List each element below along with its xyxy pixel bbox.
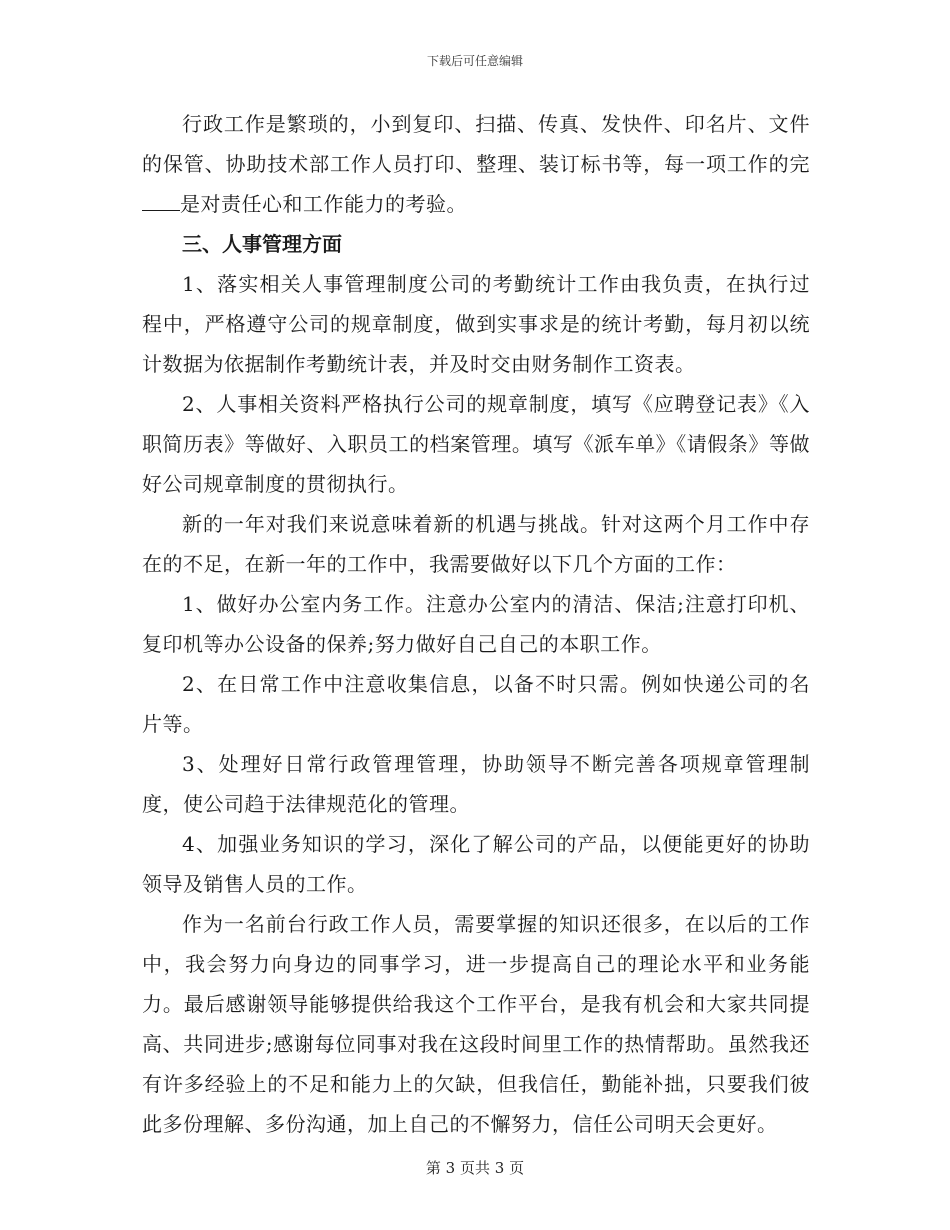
paragraph-admin-work (142, 104, 810, 224)
blank-underline (142, 190, 180, 211)
paragraph-plan-2: 2、在日常工作中注意收集信息，以备不时只需。例如快递公司的名片等。 (142, 672, 810, 736)
paragraph-hr-2: 2、人事相关资料严格执行公司的规章制度，填写《应聘登记表》《入职简历表》等做好、入职员工的档案管理。填写《派车单》《请假条》等做好公司规章制度的贯彻执行。 (142, 392, 810, 496)
paragraph-plan-1: 1、做好办公室内务工作。注意办公室内的清洁、保洁;注意打印机、复印机等办公设备的保养;努力做好自己自己的本职工作。 (142, 592, 810, 656)
page-header: 下载后可任意编辑 (426, 54, 523, 68)
paragraph-conclusion: 作为一名前台行政工作人员，需要掌握的知识还很多，在以后的工作中，我会努力向身边的同事学习，进一步提高自己的理论水平和业务能力。最后感谢领导能够提供给我这个工作平台，是我有机会和大家共同提高、共同进步;感谢每位同事对我在这段时间里工作的热情帮助。虽然我还有许多经验上的不足和能力上的欠缺，但我信任，勤能补拙，只要我们彼此多份理解、多份沟通，加上自己的不懈努力，信任公司明天会更好。 (142, 912, 810, 1136)
paragraph-plan-3: 3、处理好日常行政管理管理，协助领导不断完善各项规章管理制度，使公司趋于法律规范化的管理。 (142, 752, 810, 816)
page-number: 第 3 页共 3 页 (425, 1159, 525, 1177)
paragraph-plan-4: 4、加强业务知识的学习，深化了解公司的产品，以便能更好的协助领导及销售人员的工作。 (142, 832, 810, 896)
paragraph-admin-work-text: 行政工作是繁琐的，小到复印、扫描、传真、发快件、印名片、文件的保管、协助技术部工作人员打印、整理、装订标书等，每一项工作的完 (142, 112, 810, 176)
paragraph-hr-1: 1、落实相关人事管理制度公司的考勤统计工作由我负责，在执行过程中，严格遵守公司的规章制度，做到实事求是的统计考勤，每月初以统计数据为依据制作考勤统计表，并及时交由财务制作工资表。 (142, 272, 810, 376)
paragraph-admin-work-text-end: 是对责任心和工作能力的考验。 (180, 192, 467, 216)
document-body (142, 104, 810, 1144)
section-heading-hr: 三、人事管理方面 (182, 232, 342, 256)
paragraph-new-year: 新的一年对我们来说意味着新的机遇与挑战。针对这两个月工作中存在的不足，在新一年的工作中，我需要做好以下几个方面的工作： (142, 512, 810, 576)
